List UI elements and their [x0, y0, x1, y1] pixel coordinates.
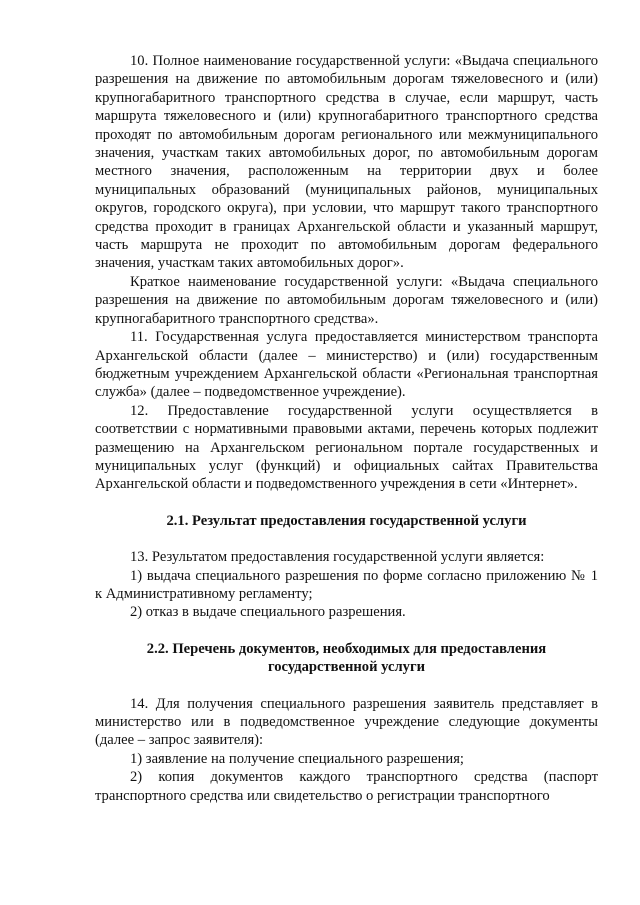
paragraph-11: 11. Государственная услуга предоставляется министерством транспорта Архангельской области (далее – министерство) и (или) государственным бюджетным учреждением Архангельской области «Региональная транспортная служба» (далее – подведомственное учреждение). [95, 329, 598, 401]
section-heading-documents-line-2: государственной услуги [267, 659, 426, 676]
section-heading-documents-line-1: 2.2. Перечень документов, необходимых для предоставления [146, 640, 547, 657]
paragraph-10: 10. Полное наименование государственной услуги: «Выдача специального разрешения на движение по автомобильным дорогам тяжеловесного и (или) крупногабаритного транспортного средства в случае, если маршрут, часть маршрута тяжеловесного и (или) крупногабаритного транспортного средства проходят по автомобильным дорогам регионального или межмуниципального значения, участкам таких автомобильных дорог, по автомобильным дорогам местного значения, расположенным на территории двух и более муниципальных образований (муниципальных районов, муниципальных округов, городского округа), при условии, что маршрут такого транспортного средства проходит в границах Архангельской области и указанный маршрут, часть маршрута не проходит по автомобильным дорогам федерального значения, участкам таких автомобильных дорог». [95, 53, 598, 272]
section-heading-result: 2.1. Результат предоставления государственной услуги [166, 512, 527, 529]
paragraph-short-name: Краткое наименование государственной услуги: «Выдача специального разрешения на движение по автомобильным дорогам тяжеловесного и (или) крупногабаритного транспортного средства». [95, 273, 598, 327]
paragraph-13-item-1: 1) выдача специального разрешения по форме согласно приложению № 1 к Административному регламенту; [95, 567, 598, 602]
paragraph-14-item-2: 2) копия документов каждого транспортного средства (паспорт транспортного средства или свидетельство о регистрации транспортного [95, 769, 598, 804]
section-heading-documents [95, 640, 598, 677]
paragraph-12: 12. Предоставление государственной услуги осуществляется в соответствии с нормативными правовыми актами, перечень которых подлежит размещению на Архангельском региональном портале государственных и муниципальных услуг (функций) и официальных сайтах Правительства Архангельской области и подведомственного учреждения в сети «Интернет». [95, 402, 598, 493]
paragraph-13-item-2: 2) отказ в выдаче специального разрешения. [130, 604, 406, 621]
paragraph-14-item-1: 1) заявление на получение специального разрешения; [130, 750, 464, 767]
paragraph-13: 13. Результатом предоставления государственной услуги является: [130, 549, 545, 566]
document-page [95, 52, 598, 805]
paragraph-14: 14. Для получения специального разрешения заявитель представляет в министерство или в подведомственное учреждение следующие документы (далее – запрос заявителя): [95, 695, 598, 749]
